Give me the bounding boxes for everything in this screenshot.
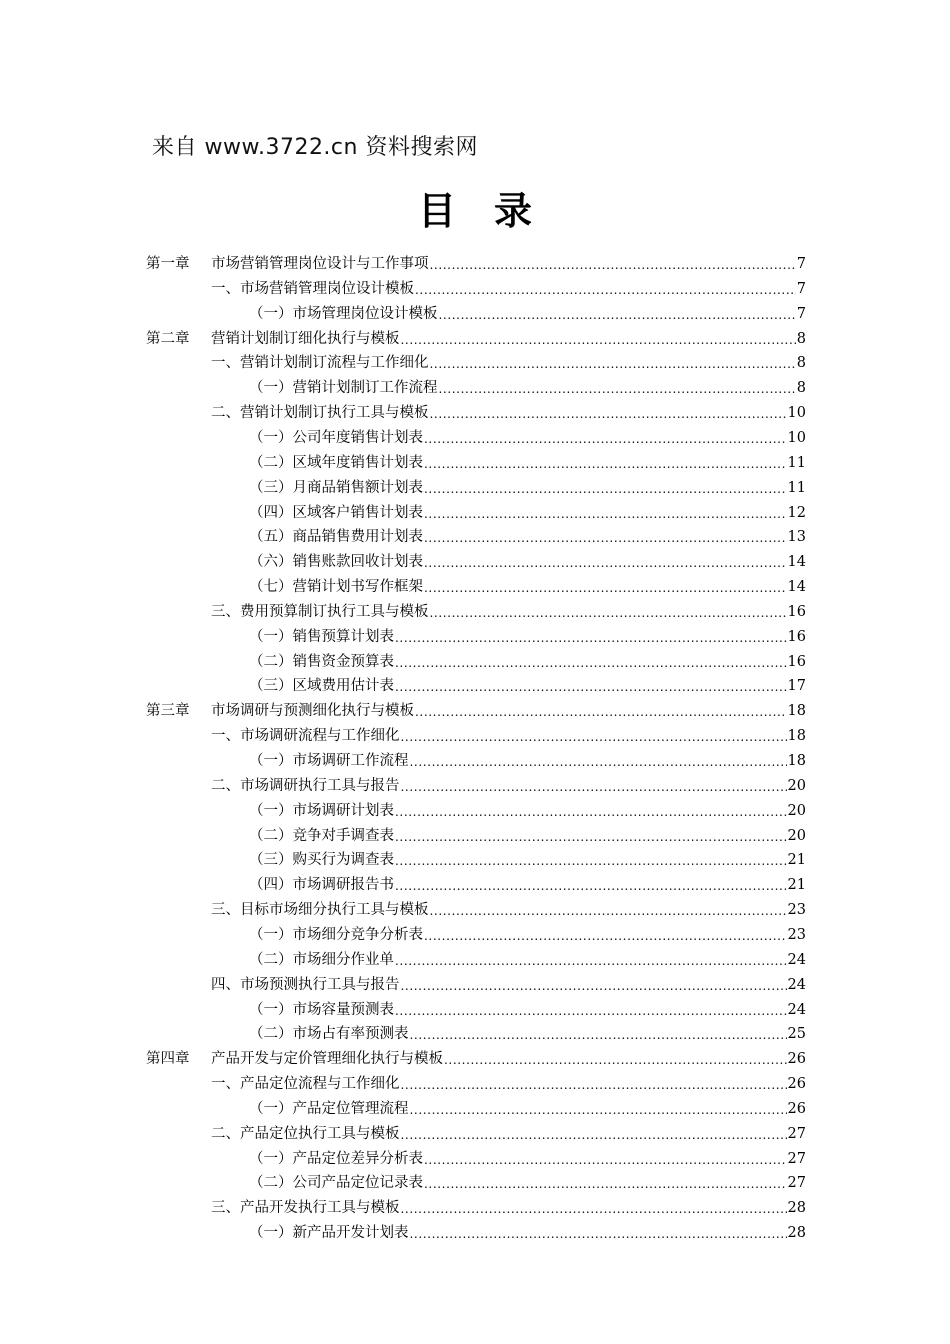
toc-dot-leader <box>395 875 787 895</box>
toc-entry-label: （一）新产品开发计划表 <box>249 1225 409 1242</box>
toc-entry[interactable] <box>146 250 806 274</box>
toc-entry[interactable] <box>211 1120 806 1144</box>
toc-page-number: 11 <box>787 454 806 471</box>
toc-entry[interactable] <box>249 300 806 324</box>
toc-entry-label: 三、目标市场细分执行工具与模板 <box>211 902 429 919</box>
toc-page-number: 20 <box>787 802 806 819</box>
toc-entry-label: （二）市场占有率预测表 <box>249 1026 409 1043</box>
toc-page-number: 21 <box>787 877 806 894</box>
toc-page-number: 8 <box>796 355 806 372</box>
toc-page-number: 27 <box>787 1175 806 1192</box>
toc-entry[interactable] <box>211 1070 806 1094</box>
toc-dot-leader <box>424 503 787 523</box>
toc-dot-leader <box>430 254 796 274</box>
toc-page-number: 18 <box>787 703 806 720</box>
toc-entry-label: 市场调研与预测细化执行与模板 <box>211 703 414 720</box>
toc-dot-leader <box>401 1074 787 1094</box>
toc-dot-leader <box>395 801 787 821</box>
toc-dot-leader <box>424 478 787 498</box>
toc-entry[interactable] <box>249 1169 806 1193</box>
toc-entry[interactable] <box>249 523 806 547</box>
toc-page-number: 14 <box>787 554 806 571</box>
toc-entry[interactable] <box>211 399 806 423</box>
toc-entry-label: （一）市场调研工作流程 <box>249 753 409 769</box>
toc-dot-leader <box>424 1149 787 1169</box>
toc-chapter-number: 第三章 <box>146 703 190 720</box>
toc-page-number: 17 <box>787 678 806 695</box>
toc-entry[interactable] <box>249 822 806 846</box>
toc-page-number: 23 <box>787 926 806 943</box>
toc-dot-leader <box>410 1099 787 1119</box>
toc-entry-label: （二）市场细分作业单 <box>249 951 394 968</box>
toc-entry[interactable] <box>249 499 806 523</box>
toc-entry[interactable] <box>211 275 806 299</box>
toc-entry[interactable] <box>249 1020 806 1044</box>
toc-entry[interactable] <box>249 623 806 647</box>
toc-page-number: 16 <box>787 628 806 645</box>
toc-entry-label: （一）销售预算计划表 <box>249 628 394 645</box>
toc-entry[interactable] <box>146 1045 806 1069</box>
toc-dot-leader <box>395 652 787 672</box>
toc-dot-leader <box>424 552 787 572</box>
toc-page-number: 16 <box>787 603 806 620</box>
toc-entry-label: （一）公司年度销售计划表 <box>249 429 423 446</box>
toc-dot-leader <box>424 453 787 473</box>
toc-dot-leader <box>444 1049 787 1069</box>
toc-page-number: 28 <box>787 1225 806 1242</box>
toc-dot-leader <box>410 751 787 771</box>
toc-entry[interactable] <box>211 1194 806 1218</box>
toc-entry-label: 一、市场调研流程与工作细化 <box>211 728 400 745</box>
toc-entry-label: 产品开发与定价管理细化执行与模板 <box>211 1051 443 1068</box>
toc-entry[interactable] <box>249 573 806 597</box>
toc-page-number: 7 <box>796 256 806 272</box>
toc-entry-label: 一、营销计划制订流程与工作细化 <box>211 355 429 372</box>
toc-page-number: 13 <box>787 529 806 546</box>
toc-dot-leader <box>410 1024 787 1044</box>
toc-entry[interactable] <box>249 747 806 771</box>
toc-page-number: 16 <box>787 653 806 670</box>
toc-dot-leader <box>415 701 787 721</box>
toc-entry-label: 四、市场预测执行工具与报告 <box>211 976 400 993</box>
toc-dot-leader <box>430 403 787 423</box>
toc-entry[interactable] <box>249 846 806 870</box>
toc-chapter-number: 第一章 <box>146 256 190 272</box>
toc-dot-leader <box>424 577 787 597</box>
toc-entry-label: （七）营销计划书写作框架 <box>249 579 423 596</box>
toc-chapter-number: 第四章 <box>146 1051 190 1068</box>
toc-entry[interactable] <box>249 1219 806 1243</box>
toc-entry-label: （一）市场细分竞争分析表 <box>249 926 423 943</box>
toc-dot-leader <box>395 850 787 870</box>
toc-dot-leader <box>401 776 787 796</box>
toc-entry-label: （一）营销计划制订工作流程 <box>249 380 438 397</box>
toc-page-number: 24 <box>787 976 806 993</box>
toc-page-number: 20 <box>787 827 806 844</box>
toc-dot-leader <box>424 428 787 448</box>
toc-entry-label: （二）销售资金预算表 <box>249 653 394 670</box>
toc-page-number: 27 <box>787 1125 806 1142</box>
toc-entry-label: （二）竞争对手调查表 <box>249 827 394 844</box>
toc-entry-label: 一、产品定位流程与工作细化 <box>211 1076 400 1093</box>
toc-page-number: 27 <box>787 1150 806 1167</box>
toc-page-number: 14 <box>787 579 806 596</box>
toc-dot-leader <box>401 1124 787 1144</box>
toc-entry-label: （一）市场管理岗位设计模板 <box>249 305 438 322</box>
toc-entry-label: （一）市场容量预测表 <box>249 1001 394 1018</box>
toc-entry[interactable] <box>249 1095 806 1119</box>
toc-dot-leader <box>439 378 796 398</box>
toc-entry-label: （四）区域客户销售计划表 <box>249 504 423 521</box>
toc-dot-leader <box>395 627 787 647</box>
toc-dot-leader <box>424 925 787 945</box>
toc-entry[interactable] <box>249 946 806 970</box>
toc-entry-label: （一）产品定位管理流程 <box>249 1100 409 1117</box>
source-watermark-line: 来自 www.3722.cn 资料搜索网 <box>152 135 478 160</box>
toc-dot-leader <box>410 1223 787 1243</box>
toc-entry[interactable] <box>249 548 806 572</box>
toc-entry-label: 二、产品定位执行工具与模板 <box>211 1125 400 1142</box>
toc-page-number: 26 <box>787 1100 806 1117</box>
toc-dot-leader <box>401 329 796 349</box>
toc-entry[interactable] <box>211 598 806 622</box>
toc-page-number: 24 <box>787 1001 806 1018</box>
toc-dot-leader <box>424 527 787 547</box>
toc-entry-label: 营销计划制订细化执行与模板 <box>211 330 400 347</box>
toc-dot-leader <box>401 1198 787 1218</box>
toc-dot-leader <box>395 826 787 846</box>
toc-page-number: 26 <box>787 1076 806 1093</box>
toc-entry-label: 二、营销计划制订执行工具与模板 <box>211 405 429 422</box>
toc-page-number: 18 <box>787 753 806 769</box>
toc-entry[interactable] <box>249 374 806 398</box>
toc-page-number: 11 <box>787 479 806 496</box>
toc-page-number: 20 <box>787 777 806 794</box>
toc-dot-leader <box>439 304 796 324</box>
toc-entry[interactable] <box>146 325 806 349</box>
toc-entry-label: （六）销售账款回收计划表 <box>249 554 423 571</box>
toc-entry[interactable] <box>249 424 806 448</box>
toc-entry[interactable] <box>249 648 806 672</box>
toc-entry[interactable] <box>249 996 806 1020</box>
toc-dot-leader <box>415 279 796 299</box>
toc-dot-leader <box>395 1000 787 1020</box>
toc-dot-leader <box>401 975 787 995</box>
page-title: 目 录 <box>417 188 532 233</box>
toc-entry-label: （三）区域费用估计表 <box>249 678 394 695</box>
toc-entry[interactable] <box>211 722 806 746</box>
toc-entry-label: 二、市场调研执行工具与报告 <box>211 777 400 794</box>
toc-entry-label: （五）商品销售费用计划表 <box>249 529 423 546</box>
toc-entry-label: （一）产品定位差异分析表 <box>249 1150 423 1167</box>
toc-entry[interactable] <box>249 1145 806 1169</box>
toc-page-number: 10 <box>787 405 806 422</box>
toc-entry[interactable] <box>249 921 806 945</box>
toc-entry-label: （二）公司产品定位记录表 <box>249 1175 423 1192</box>
toc-entry-label: （四）市场调研报告书 <box>249 877 394 894</box>
toc-page-number: 12 <box>787 504 806 521</box>
toc-page-number: 8 <box>796 330 806 347</box>
toc-entry-label: （一）市场调研计划表 <box>249 802 394 819</box>
toc-page-number: 10 <box>787 429 806 446</box>
toc-chapter-number: 第二章 <box>146 330 190 347</box>
toc-page-number: 7 <box>796 305 806 322</box>
toc-entry-label: （三）购买行为调查表 <box>249 852 394 869</box>
toc-page-number: 25 <box>787 1026 806 1043</box>
toc-entry[interactable] <box>211 971 806 995</box>
toc-dot-leader <box>401 726 787 746</box>
toc-dot-leader <box>430 900 787 920</box>
toc-entry[interactable] <box>211 772 806 796</box>
toc-page-number: 8 <box>796 380 806 397</box>
toc-entry-label: （三）月商品销售额计划表 <box>249 479 423 496</box>
toc-entry-label: 市场营销管理岗位设计与工作事项 <box>211 256 429 272</box>
toc-page-number: 18 <box>787 728 806 745</box>
toc-entry[interactable] <box>249 474 806 498</box>
toc-dot-leader <box>395 950 787 970</box>
toc-page-number: 24 <box>787 951 806 968</box>
toc-entry[interactable] <box>211 896 806 920</box>
toc-entry-label: 三、产品开发执行工具与模板 <box>211 1200 400 1217</box>
toc-entry-label: 一、市场营销管理岗位设计模板 <box>211 280 414 297</box>
toc-page-number: 7 <box>796 280 806 297</box>
toc-page-number: 21 <box>787 852 806 869</box>
toc-dot-leader <box>424 1173 787 1193</box>
toc-entry[interactable] <box>249 871 806 895</box>
toc-dot-leader <box>430 602 787 622</box>
toc-entry[interactable] <box>249 672 806 696</box>
toc-page-number: 28 <box>787 1200 806 1217</box>
toc-entry-label: （二）区域年度销售计划表 <box>249 454 423 471</box>
toc-dot-leader <box>430 353 796 373</box>
toc-entry[interactable] <box>249 797 806 821</box>
toc-entry-label: 三、费用预算制订执行工具与模板 <box>211 603 429 620</box>
toc-page-number: 23 <box>787 902 806 919</box>
toc-entry[interactable] <box>146 697 806 721</box>
toc-dot-leader <box>395 676 787 696</box>
toc-page-number: 26 <box>787 1051 806 1068</box>
toc-entry[interactable] <box>211 349 806 373</box>
toc-entry[interactable] <box>249 449 806 473</box>
